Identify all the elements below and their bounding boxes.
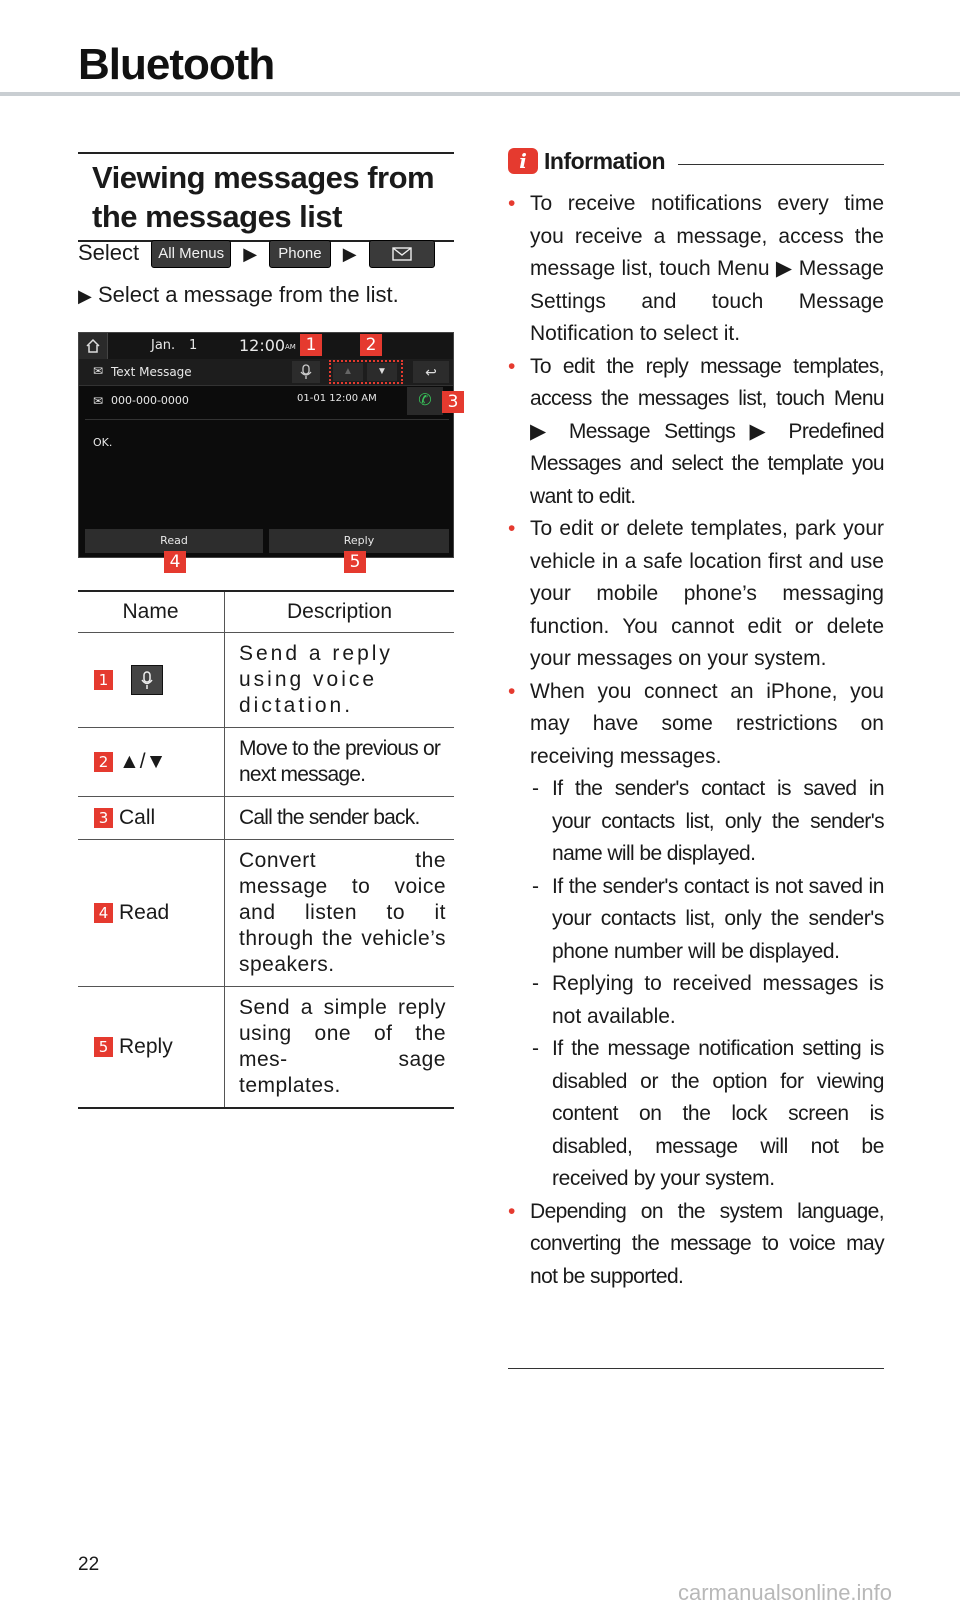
table-row (78, 840, 454, 987)
table-row (78, 797, 454, 840)
row-name (78, 987, 225, 1109)
information-box (508, 146, 884, 1293)
description-table (78, 590, 454, 1109)
row-description: Send a reply using voice dictation. (225, 633, 455, 728)
header-name: Name (78, 591, 225, 633)
mic-button[interactable] (292, 361, 320, 383)
row-name-text: ▲/▼ (119, 750, 167, 773)
info-title-rule (678, 164, 884, 165)
info-sub-item: - If the sender's contact is saved in your contacts list, only the sender's name will be displayed. (530, 773, 884, 871)
row-name-text: Call (119, 806, 156, 829)
screen-time: 12:00 (239, 336, 286, 355)
callout-5: 5 (344, 551, 366, 573)
phone-key: Phone (269, 240, 330, 268)
step-1 (78, 240, 435, 268)
step-1-prefix: Select (78, 240, 140, 265)
row-description: Send a simple reply using one of the mes- sage templates. (225, 987, 455, 1109)
row-name (78, 840, 225, 987)
info-bullet: • To edit or delete templates, park your vehicle in a safe location first and use your mobile phone’s messaging function. You cannot edit or delete your messages on your system. (508, 513, 884, 676)
watermark: carmanualsonline.info (678, 1580, 893, 1605)
info-sub-item: - If the message notification setting is disabled or the option for viewing content on the lock screen is disabled, message will not be received by your system. (530, 1033, 884, 1196)
arrow-right-icon: ▶ (342, 244, 357, 264)
callout-3: 3 (442, 391, 464, 413)
header-description: Description (225, 591, 455, 633)
table-row (78, 987, 454, 1109)
section-title-line2: the messages list (92, 199, 342, 234)
row-name-text: Reply (119, 1035, 173, 1058)
back-icon[interactable]: ↩ (413, 361, 449, 383)
arrow-right-icon: ▶ (243, 244, 258, 264)
row-description: Convert the message to voice and listen to it through the vehicle’s speakers. (225, 840, 455, 987)
row-name-text: Read (119, 901, 170, 924)
previous-message-button[interactable]: ▲ (333, 363, 363, 381)
callout-1: 1 (300, 334, 322, 356)
info-sub-list (530, 773, 884, 1196)
row-name (78, 728, 225, 797)
row-number: 5 (94, 1037, 113, 1057)
screen-msg-time: 01-01 12:00 AM (297, 393, 377, 404)
step-2-text: Select a message from the list. (97, 282, 399, 307)
envelope-small-icon: ✉ (93, 394, 104, 408)
info-bullet (508, 676, 884, 1196)
step-2 (78, 282, 399, 308)
section-title-line1: Viewing messages from (92, 160, 435, 195)
microphone-icon (131, 665, 163, 695)
info-bullet-list (508, 188, 884, 1293)
row-description: Call the sender back. (225, 797, 455, 840)
page-number: 22 (78, 1554, 100, 1575)
read-button[interactable]: Read (85, 529, 263, 553)
all-menus-key: All Menus (151, 240, 231, 268)
info-bullet-text: When you connect an iPhone, you may have some restrictions on receiving messages. (530, 679, 884, 768)
info-bullet: • Depending on the system language, converting the message to voice may not be supported. (508, 1196, 884, 1294)
row-number: 4 (94, 903, 113, 923)
header-divider (0, 92, 960, 96)
row-number: 3 (94, 808, 113, 828)
envelope-icon (369, 240, 435, 268)
info-header (508, 146, 884, 180)
next-message-button[interactable]: ▼ (367, 363, 397, 381)
row-name (78, 633, 225, 728)
screen-date: Jan. (151, 338, 176, 353)
row-number: 1 (94, 670, 113, 690)
row-name (78, 797, 225, 840)
info-bullet: • To edit the reply message templates, access the messages list, touch Menu ▶ Message Settings ▶ Predefined Messages and select the template you want to edit. (508, 351, 884, 514)
message-icon: ✉ (93, 364, 104, 378)
home-icon (79, 333, 108, 359)
table-row (78, 633, 454, 728)
screen-message-body: OK. (93, 436, 113, 449)
row-description: Move to the previous or next message. (225, 728, 455, 797)
info-bullet: • To receive notifications every time you receive a message, access the message list, touch Menu ▶ Message Settings and touch Message Notification to select it. (508, 188, 884, 351)
table-row (78, 728, 454, 797)
callout-4: 4 (164, 551, 186, 573)
arrow-right-icon: ▶ (78, 286, 92, 306)
row-number: 2 (94, 752, 113, 772)
screen-day: 1 (189, 338, 198, 353)
screen-app-title: Text Message (111, 365, 192, 379)
info-title: Information (544, 148, 665, 174)
page-header-title: Bluetooth (78, 40, 275, 89)
table-header-row (78, 591, 454, 633)
info-sub-item: - If the sender's contact is not saved in your contacts list, only the sender's phone number will be displayed. (530, 871, 884, 969)
info-icon: i (508, 148, 538, 174)
info-sub-item: - Replying to received messages is not available. (530, 968, 884, 1033)
section-title (78, 152, 454, 242)
reply-button[interactable]: Reply (269, 529, 449, 553)
screen-ampm: AM (285, 343, 296, 351)
screen-sender: 000-000-0000 (111, 394, 189, 407)
head-unit-screenshot (78, 332, 454, 558)
callout-2: 2 (360, 334, 382, 356)
info-bottom-rule (508, 1368, 884, 1369)
call-icon[interactable]: ✆ (407, 387, 443, 415)
